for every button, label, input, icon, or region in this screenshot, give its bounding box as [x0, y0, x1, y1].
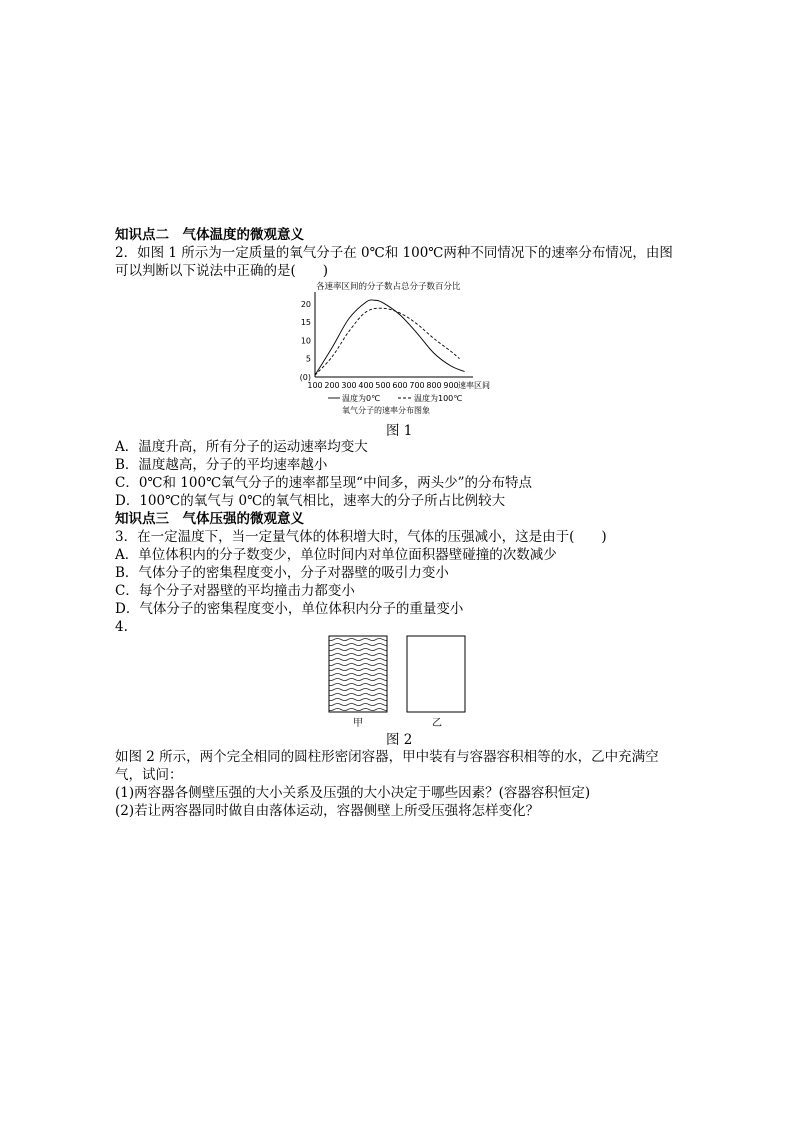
chart-title: 各速率区间的分子数占总分子数百分比 [316, 282, 461, 292]
containers-figure [320, 632, 480, 732]
q4-stem-line2: 气，试问： [115, 767, 183, 783]
q3-option-d: D．气体分子的密集程度变小，单位体积内分子的重量变小 [115, 601, 464, 617]
q4-sub1: (1)两容器各侧壁压强的大小关系及压强的大小决定于哪些因素？(容器容积恒定) [115, 785, 591, 801]
x-tick-label: 900 [443, 381, 459, 390]
x-tick-label: 400 [358, 381, 374, 390]
x-tick-label: 800 [426, 381, 442, 390]
legend-0c-label: 温度为0℃ [342, 394, 381, 403]
container-jia-water [329, 636, 387, 712]
label-yi: 乙 [432, 718, 442, 729]
q3-stem: 3．在一定温度下，当一定量气体的体积增大时，气体的压强减小，这是由于( ) [115, 529, 607, 545]
container-yi-air [407, 636, 465, 712]
x-axis-label: 速率区间 [458, 381, 490, 390]
series-100c-curve [315, 308, 460, 375]
x-tick-label: 600 [392, 381, 408, 390]
x-tick-label: 300 [341, 381, 357, 390]
series-0c-curve [315, 300, 465, 375]
figure2-caption: 图 2 [386, 732, 413, 748]
q3-option-b: B．气体分子的密集程度变小，分子对器壁的吸引力变小 [115, 565, 449, 581]
q4-number: 4. [115, 619, 128, 635]
y-tick-label: 5 [305, 354, 311, 364]
q4-sub2: (2)若让两容器同时做自由落体运动，容器侧壁上所受压强将怎样变化？ [115, 803, 540, 819]
section3-heading: 知识点三 气体压强的微观意义 [115, 511, 304, 527]
label-jia: 甲 [353, 718, 363, 729]
x-tick-label: 200 [324, 381, 340, 390]
q3-option-a: A．单位体积内的分子数变少，单位时间内对单位面积器壁碰撞的次数减少 [115, 547, 557, 563]
x-tick-label: 500 [375, 381, 391, 390]
q2-option-c: C．0℃和 100℃氧气分子的速率都呈现“中间多，两头少”的分布特点 [115, 475, 532, 491]
q2-option-a: A．温度升高，所有分子的运动速率均变大 [115, 439, 368, 455]
q2-option-d: D．100℃的氧气与 0℃的氧气相比，速率大的分子所占比例较大 [115, 493, 506, 509]
y-tick-label: 20 [300, 299, 311, 309]
section2-heading: 知识点二 气体温度的微观意义 [115, 227, 304, 243]
y-tick-label: (0) [299, 373, 311, 382]
chart-subtitle: 氧气分子的速率分布图象 [342, 406, 430, 415]
q2-stem-line2: 可以判断以下说法中正确的是( ) [115, 263, 329, 279]
x-tick-label: 700 [409, 381, 425, 390]
y-tick-label: 10 [300, 336, 311, 346]
figure1-caption: 图 1 [386, 423, 413, 439]
legend-100c-label: 温度为100℃ [414, 394, 463, 403]
x-tick-label: 100 [307, 381, 323, 390]
q4-stem-line1: 如图 2 所示，两个完全相同的圆柱形密闭容器，甲中装有与容器容积相等的水，乙中充满空 [115, 749, 659, 765]
y-tick-label: 15 [300, 318, 311, 328]
q3-option-c: C．每个分子对器壁的平均撞击力都变小 [115, 583, 355, 599]
q2-option-b: B．温度越高，分子的平均速率越小 [115, 457, 328, 473]
q2-stem-line1: 2．如图 1 所示为一定质量的氧气分子在 0℃和 100℃两种不同情况下的速率分布情况，由图 [115, 245, 673, 261]
speed-distribution-chart [290, 280, 515, 418]
